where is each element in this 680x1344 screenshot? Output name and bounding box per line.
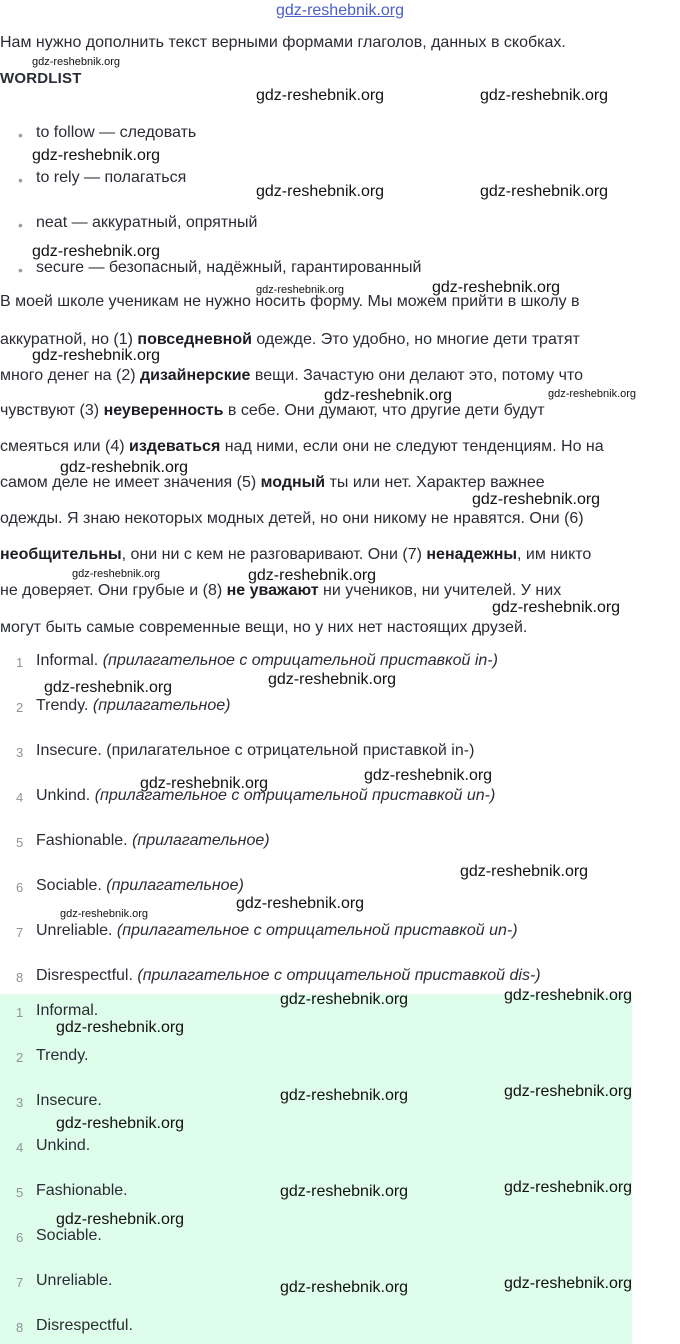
paragraph-line: смеяться или (4) издеваться над ними, если они не следуют тенденциям. Но на xyxy=(0,438,604,455)
list-number: 2 xyxy=(16,700,24,715)
watermark: gdz-reshebnik.org xyxy=(504,1275,633,1292)
list-item: Unkind. (прилагательное с отрицательной приставкой un-) xyxy=(36,787,496,804)
paragraph-line: чувствуют (3) неуверенность в себе. Они думают, что другие дети будут xyxy=(0,402,545,419)
watermark: gdz-reshebnik.org xyxy=(256,183,385,200)
answer-item: Unreliable. xyxy=(36,1272,113,1289)
watermark: gdz-reshebnik.org xyxy=(56,1019,185,1036)
watermark: gdz-reshebnik.org xyxy=(60,459,189,476)
answer-item: Disrespectful. xyxy=(36,1317,133,1334)
paragraph-line: В моей школе ученикам не нужно носить форму. Мы можем прийти в школу в xyxy=(0,293,580,310)
watermark: gdz-reshebnik.org xyxy=(504,1179,633,1196)
answer-item: Sociable. xyxy=(36,1227,102,1244)
answer-item: Insecure. xyxy=(36,1092,102,1109)
wordlist-item: secure — безопасный, надёжный, гарантированный xyxy=(36,259,422,276)
bullet-icon: • xyxy=(18,217,23,233)
watermark: gdz-reshebnik.org xyxy=(32,56,121,68)
watermark: gdz-reshebnik.org xyxy=(44,679,173,696)
wordlist-title: WORDLIST xyxy=(0,70,82,87)
watermark: gdz-reshebnik.org xyxy=(504,987,633,1004)
watermark: gdz-reshebnik.org xyxy=(460,863,589,880)
watermark: gdz-reshebnik.org xyxy=(472,491,601,508)
watermark: gdz-reshebnik.org xyxy=(32,347,161,364)
site-link[interactable]: gdz-reshebnik.org xyxy=(275,2,405,19)
list-number: 8 xyxy=(16,970,24,985)
answer-item: Unkind. xyxy=(36,1137,91,1154)
list-number: 7 xyxy=(16,925,24,940)
wordlist-item: to rely — полагаться xyxy=(36,169,187,186)
paragraph-line: самом деле не имеет значения (5) модный ты или нет. Характер важнее xyxy=(0,474,545,491)
bullet-icon: • xyxy=(18,172,23,188)
wordlist-item: neat — аккуратный, опрятный xyxy=(36,214,258,231)
list-number: 1 xyxy=(16,655,24,670)
watermark: gdz-reshebnik.org xyxy=(324,387,453,404)
bullet-icon: • xyxy=(18,262,23,278)
wordlist-item: to follow — следовать xyxy=(36,124,197,141)
list-item: Trendy. (прилагательное) xyxy=(36,697,231,714)
answer-item: Informal. xyxy=(36,1002,99,1019)
watermark: gdz-reshebnik.org xyxy=(32,243,161,260)
watermark: gdz-reshebnik.org xyxy=(236,895,365,912)
watermark: gdz-reshebnik.org xyxy=(492,599,621,616)
answer-number: 7 xyxy=(16,1275,24,1290)
list-item: Sociable. (прилагательное) xyxy=(36,877,244,894)
watermark: gdz-reshebnik.org xyxy=(280,1183,409,1200)
paragraph-line: необщительны, они ни с кем не разговаривают. Они (7) ненадежны, им никто xyxy=(0,546,592,563)
paragraph-line: аккуратной, но (1) повседневной одежде. Это удобно, но многие дети тратят xyxy=(0,331,580,348)
watermark: gdz-reshebnik.org xyxy=(56,1115,185,1132)
watermark: gdz-reshebnik.org xyxy=(548,388,637,400)
list-item: Insecure. (прилагательное с отрицательной приставкой in-) xyxy=(36,742,475,759)
task-intro: Нам нужно дополнить текст верными формами глаголов, данных в скобках. xyxy=(0,34,566,51)
watermark: gdz-reshebnik.org xyxy=(280,991,409,1008)
watermark: gdz-reshebnik.org xyxy=(364,767,493,784)
watermark: gdz-reshebnik.org xyxy=(280,1279,409,1296)
watermark: gdz-reshebnik.org xyxy=(248,567,377,584)
watermark: gdz-reshebnik.org xyxy=(256,87,385,104)
list-item: Informal. (прилагательное с отрицательной приставкой in-) xyxy=(36,652,498,669)
watermark: gdz-reshebnik.org xyxy=(504,1083,633,1100)
answer-number: 2 xyxy=(16,1050,24,1065)
watermark: gdz-reshebnik.org xyxy=(268,671,397,688)
answer-number: 4 xyxy=(16,1140,24,1155)
bullet-icon: • xyxy=(18,127,23,143)
answer-number: 3 xyxy=(16,1095,24,1110)
watermark: gdz-reshebnik.org xyxy=(480,183,609,200)
list-item: Disrespectful. (прилагательное с отрицательной приставкой dis-) xyxy=(36,967,541,984)
paragraph-line: одежды. Я знаю некоторых модных детей, но они никому не нравятся. Они (6) xyxy=(0,510,584,527)
watermark: gdz-reshebnik.org xyxy=(480,87,609,104)
list-number: 6 xyxy=(16,880,24,895)
watermark: gdz-reshebnik.org xyxy=(280,1087,409,1104)
watermark: gdz-reshebnik.org xyxy=(432,279,561,296)
answer-number: 6 xyxy=(16,1230,24,1245)
list-number: 3 xyxy=(16,745,24,760)
list-number: 5 xyxy=(16,835,24,850)
list-item: Unreliable. (прилагательное с отрицательной приставкой un-) xyxy=(36,922,518,939)
answer-number: 1 xyxy=(16,1005,24,1020)
paragraph-line: не доверяет. Они грубые и (8) не уважают ни учеников, ни учителей. У них xyxy=(0,582,562,599)
watermark: gdz-reshebnik.org xyxy=(56,1211,185,1228)
answer-item: Trendy. xyxy=(36,1047,89,1064)
watermark: gdz-reshebnik.org xyxy=(140,775,269,792)
answer-item: Fashionable. xyxy=(36,1182,128,1199)
list-item: Fashionable. (прилагательное) xyxy=(36,832,270,849)
list-number: 4 xyxy=(16,790,24,805)
paragraph-line: могут быть самые современные вещи, но у них нет настоящих друзей. xyxy=(0,619,528,636)
answer-number: 5 xyxy=(16,1185,24,1200)
watermark: gdz-reshebnik.org xyxy=(32,147,161,164)
answer-number: 8 xyxy=(16,1320,24,1335)
paragraph-line: много денег на (2) дизайнерские вещи. Зачастую они делают это, потому что xyxy=(0,367,583,384)
watermark: gdz-reshebnik.org xyxy=(72,568,161,580)
watermark: gdz-reshebnik.org xyxy=(60,908,149,920)
watermark: gdz-reshebnik.org xyxy=(256,284,345,296)
